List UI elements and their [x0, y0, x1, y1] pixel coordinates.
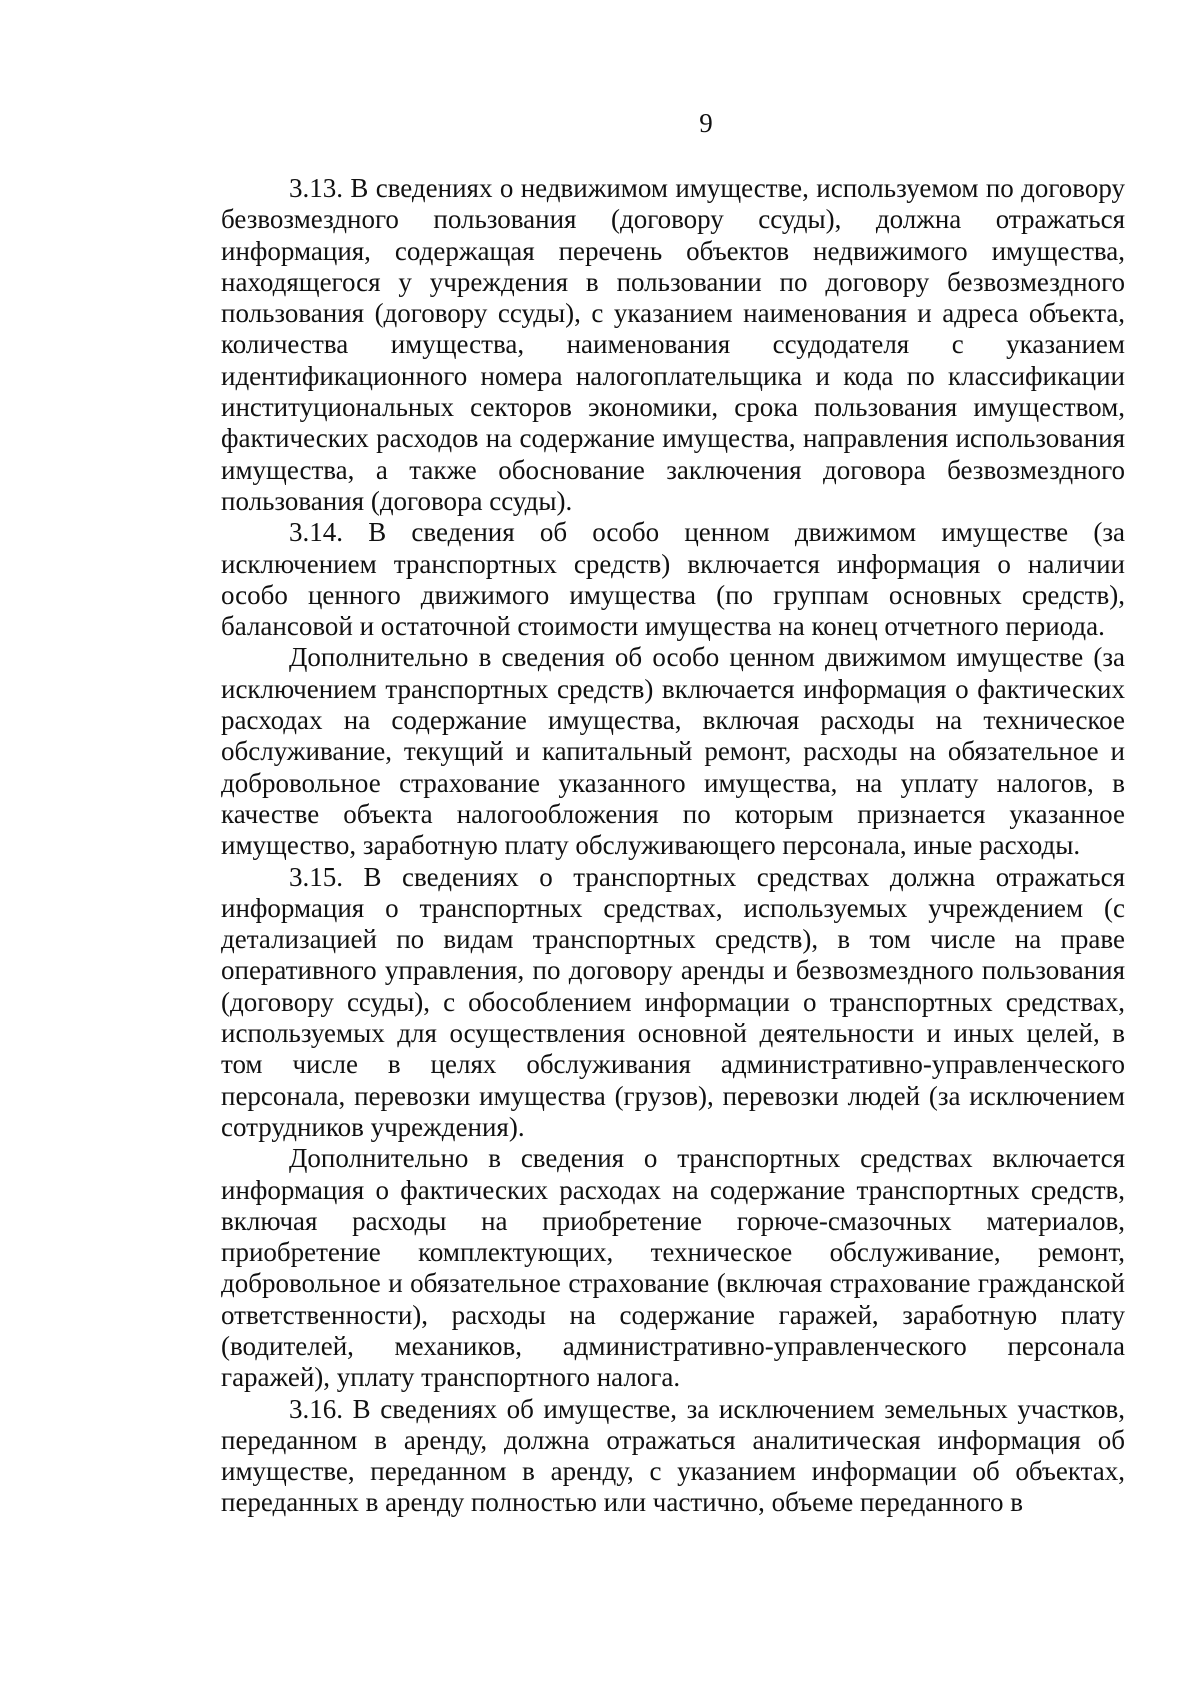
paragraph-3-15-additional: Дополнительно в сведения о транспортных средствах включается информация о фактических расходах на содержание транспортных средств, включая расходы на приобретение горюче-смазочных материалов, приобретение комплектующих, техническое обслуживание, ремонт, добровольное и обязательное страхование (включая страхование гражданской ответственности), расходы на содержание гаражей, заработную плату (водителей, механиков, административно-управленческого персонала гаражей), уплату транспортного налога.: [221, 1143, 1125, 1393]
paragraph-3-16: 3.16. В сведениях об имуществе, за исключением земельных участков, переданном в аренду, должна отражаться аналитическая информация об имуществе, переданном в аренду, с указанием информации об объектах, переданных в аренду полностью или частично, объеме переданного в: [221, 1393, 1125, 1518]
paragraph-3-15: 3.15. В сведениях о транспортных средствах должна отражаться информация о транспортных средствах, используемых учреждением (с детализацией по видам транспортных средств), в том числе на праве оперативного управления, по договору аренды и безвозмездного пользования (договору ссуды), с обособлением информации о транспортных средствах, используемых для осуществления основной деятельности и иных целей, в том числе в целях обслуживания административно-управленческого персонала, перевозки имущества (грузов), перевозки людей (за исключением сотрудников учреждения).: [221, 861, 1125, 1142]
document-body: [221, 173, 1125, 1519]
paragraph-3-13: 3.13. В сведениях о недвижимом имуществе, используемом по договору безвозмездного пользования (договору ссуды), должна отражаться информация, содержащая перечень объектов недвижимого имущества, находящегося у учреждения в пользовании по договору безвозмездного пользования (договору ссуды), с указанием наименования и адреса объекта, количества имущества, наименования ссудодателя с указанием идентификационного номера налогоплательщика и кода по классификации институциональных секторов экономики, срока пользования имуществом, фактических расходов на содержание имущества, направления использования имущества, а также обоснование заключения договора безвозмездного пользования (договора ссуды).: [221, 173, 1125, 516]
paragraph-3-14-additional: Дополнительно в сведения об особо ценном движимом имуществе (за исключением транспортных средств) включается информация о фактических расходах на содержание имущества, включая расходы на техническое обслуживание, текущий и капитальный ремонт, расходы на обязательное и добровольное страхование указанного имущества, на уплату налогов, в качестве объекта налогообложения по которым признается указанное имущество, заработную плату обслуживающего персонала, иные расходы.: [221, 642, 1125, 861]
paragraph-3-14: 3.14. В сведения об особо ценном движимом имуществе (за исключением транспортных средств) включается информация о наличии особо ценного движимого имущества (по группам основных средств), балансовой и остаточной стоимости имущества на конец отчетного периода.: [221, 517, 1125, 642]
page-number: 9: [699, 108, 713, 138]
